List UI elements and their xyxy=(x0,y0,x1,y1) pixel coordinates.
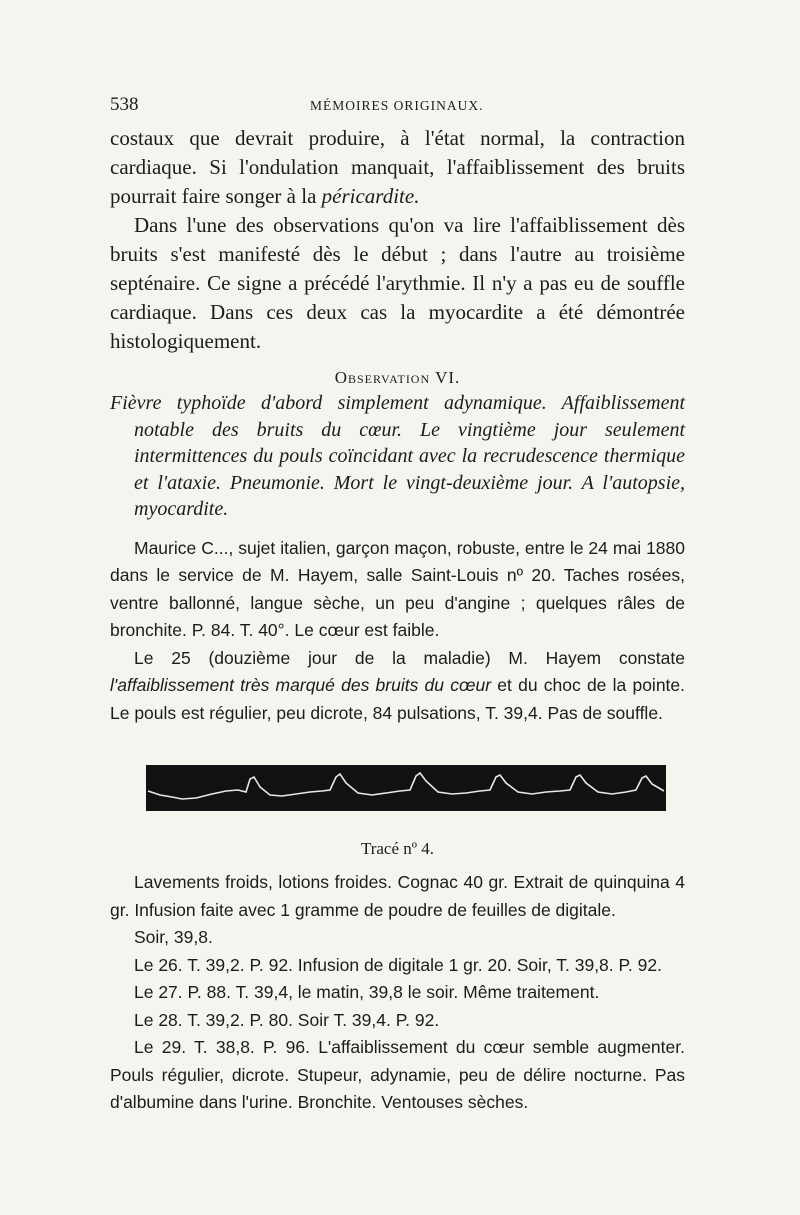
observation-summary: Fièvre typhoïde d'abord simplement adynamique. Affaiblissement notable des bruits du cœur. Le vingtième jour seulement intermittences du pouls coïncidant avec la recrudescence thermique et l'ataxie. Pneumonie. Mort le vingt-deuxième jour. A l'autopsie, myocardite. xyxy=(110,392,685,520)
case-paragraph-3: Lavements froids, lotions froides. Cognac 40 gr. Extrait de quinquina 4 gr. Infusion faite avec 1 gramme de poudre de feuilles de digitale. xyxy=(110,872,685,920)
pulse-tracing-figure xyxy=(146,765,666,811)
case-paragraph-2: Le 25 (douzième jour de la maladie) M. Hayem constate l'affaiblissement très marqué des bruits du cœur et du choc de la pointe. Le pouls est régulier, peu dicrote, 84 pulsations, T. 39,4. Pas de souffle. xyxy=(110,647,686,723)
emphasis-affaiblissement: l'affaiblissement très marqué des bruits du cœur xyxy=(110,675,492,695)
emphasis-pericardite: péricardite. xyxy=(321,184,420,208)
case-paragraph-8: Le 29. T. 38,8. P. 96. L'affaiblissement du cœur semble augmenter. Pouls régulier, dicrote. Stupeur, adynamie, peu de délire nocturne. Pas d'albumine dans l'urine. Bronchite. Ventouses sèches. xyxy=(110,1037,685,1112)
observation-heading: Observation VI. xyxy=(334,368,461,387)
case-paragraph-6: Le 27. P. 88. T. 39,4, le matin, 39,8 le soir. Même traitement. xyxy=(134,982,600,1002)
case-paragraph-1: Maurice C..., sujet italien, garçon maçon, robuste, entre le 24 mai 1880 dans le service de M. Hayem, salle Saint-Louis nº 20. Taches rosées, ventre ballonné, langue sèche, un peu d'angine ; quelques râles de bronchite. P. 84. T. 40°. Le cœur est faible. xyxy=(110,537,685,640)
case-paragraph-5: Le 26. T. 39,2. P. 92. Infusion de digitale 1 gr. 20. Soir, T. 39,8. P. 92. xyxy=(134,954,662,975)
intro-paragraph-1: costaux que devrait produire, à l'état normal, la contraction cardiaque. Si l'ondulation manquait, l'affaiblissement des bruits pourrait faire songer à la péricardite. xyxy=(110,126,685,208)
case-paragraph-7: Le 28. T. 39,2. P. 80. Soir T. 39,4. P. 92. xyxy=(134,1009,440,1030)
figure-caption: Tracé nº 4. xyxy=(360,839,435,858)
page-number: 538 xyxy=(110,94,139,115)
pulse-tracing-icon xyxy=(146,765,666,811)
book-page xyxy=(110,94,685,1117)
case-paragraph-4: Soir, 39,8. xyxy=(134,927,213,947)
intro-paragraph-2: Dans l'une des observations qu'on va lire l'affaiblissement dès bruits s'est manifesté dès le début ; dans l'autre au troisième septénaire. Ce signe a précédé l'arythmie. Il n'y a pas eu de souffle cardiaque. Dans ces deux cas la myocardite a été démontrée histologiquement. xyxy=(110,213,685,353)
running-head xyxy=(110,94,685,124)
running-title: MÉMOIRES ORIGINAUX. xyxy=(310,98,484,113)
